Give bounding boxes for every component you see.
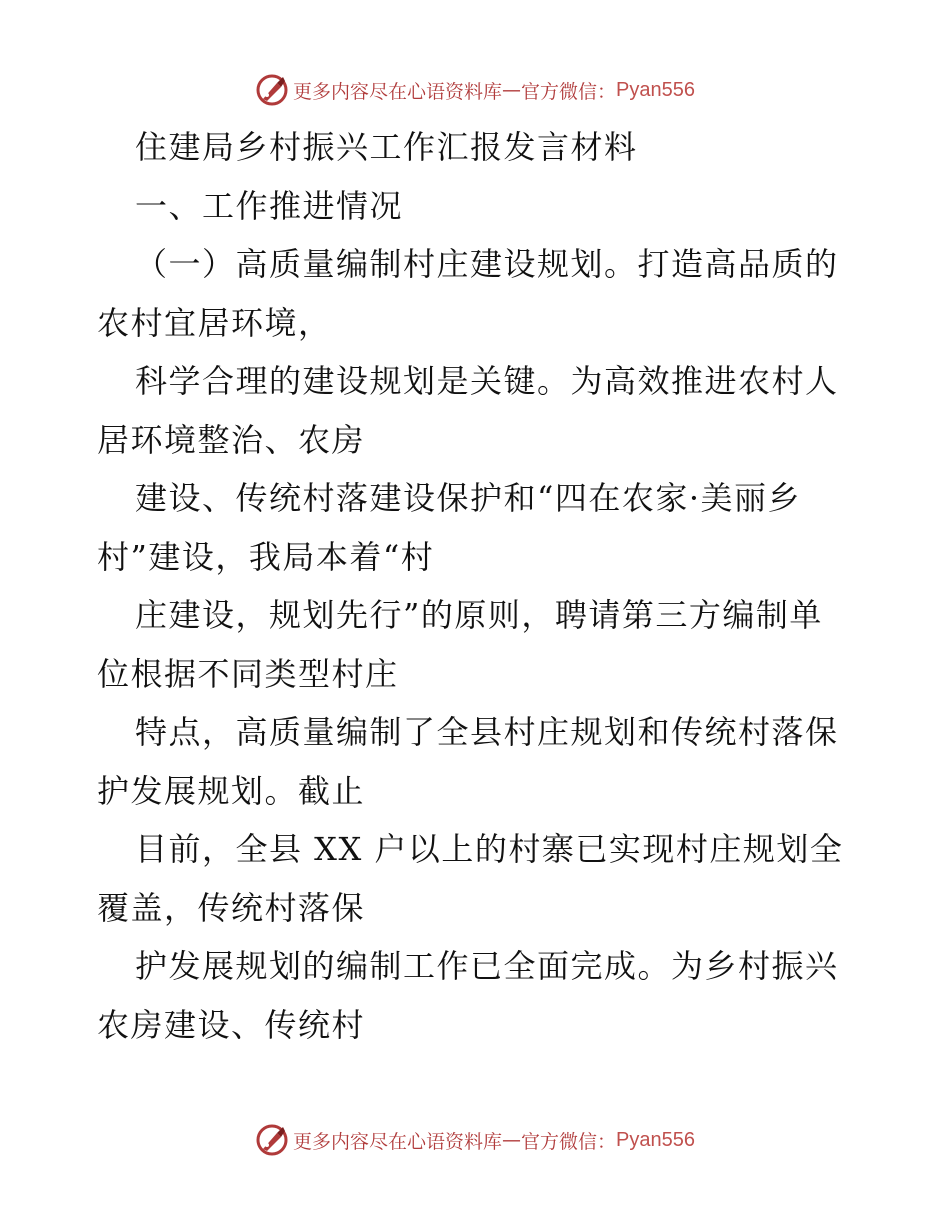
header-separator: —	[502, 79, 522, 101]
paragraph-line: 位根据不同类型村庄	[97, 654, 399, 693]
paragraph-line: 居环境整治、农房	[97, 420, 366, 459]
paragraph-line: 护发展规划。截止	[97, 771, 366, 810]
document-title: 住建局乡村振兴工作汇报发言材料	[135, 128, 638, 166]
paragraph-line: 目前，全县 XX 户以上的村寨已实现村庄规划全	[135, 830, 844, 868]
quill-pen-logo-icon	[255, 73, 289, 107]
header-wechat-id: Pyan556	[616, 78, 695, 101]
paragraph-line: 庄建设，规划先行”的原则，聘请第三方编制单	[135, 596, 823, 634]
footer-wechat-id: Pyan556	[616, 1128, 695, 1151]
paragraph-line: 覆盖，传统村落保	[97, 888, 366, 927]
header-brand-text: 更多内容尽在心语资料库	[293, 80, 503, 103]
paragraph-line: 特点，高质量编制了全县村庄规划和传统村落保	[135, 713, 839, 751]
header-wechat-label: 官方微信：	[521, 80, 617, 103]
paragraph-line: （一）高质量编制村庄建设规划。打造高品质的	[135, 245, 839, 283]
footer-separator: —	[502, 1129, 522, 1151]
quill-pen-logo-icon	[255, 1123, 289, 1157]
document-body	[97, 118, 857, 1054]
footer-wechat-label: 官方微信：	[521, 1130, 617, 1153]
paragraph-line: 护发展规划的编制工作已全面完成。为乡村振兴	[135, 947, 839, 985]
section-heading: 一、工作推进情况	[135, 186, 404, 225]
paragraph-line: 建设、传统村落建设保护和“四在农家·美丽乡	[135, 479, 802, 517]
header-banner	[0, 70, 950, 110]
footer-brand-text: 更多内容尽在心语资料库	[293, 1130, 503, 1153]
footer-banner	[0, 1120, 950, 1160]
paragraph-line: 村”建设，我局本着“村	[97, 537, 435, 576]
paragraph-line: 农村宜居环境，	[97, 303, 332, 342]
paragraph-line: 农房建设、传统村	[97, 1005, 366, 1044]
paragraph-line: 科学合理的建设规划是关键。为高效推进农村人	[135, 362, 839, 400]
